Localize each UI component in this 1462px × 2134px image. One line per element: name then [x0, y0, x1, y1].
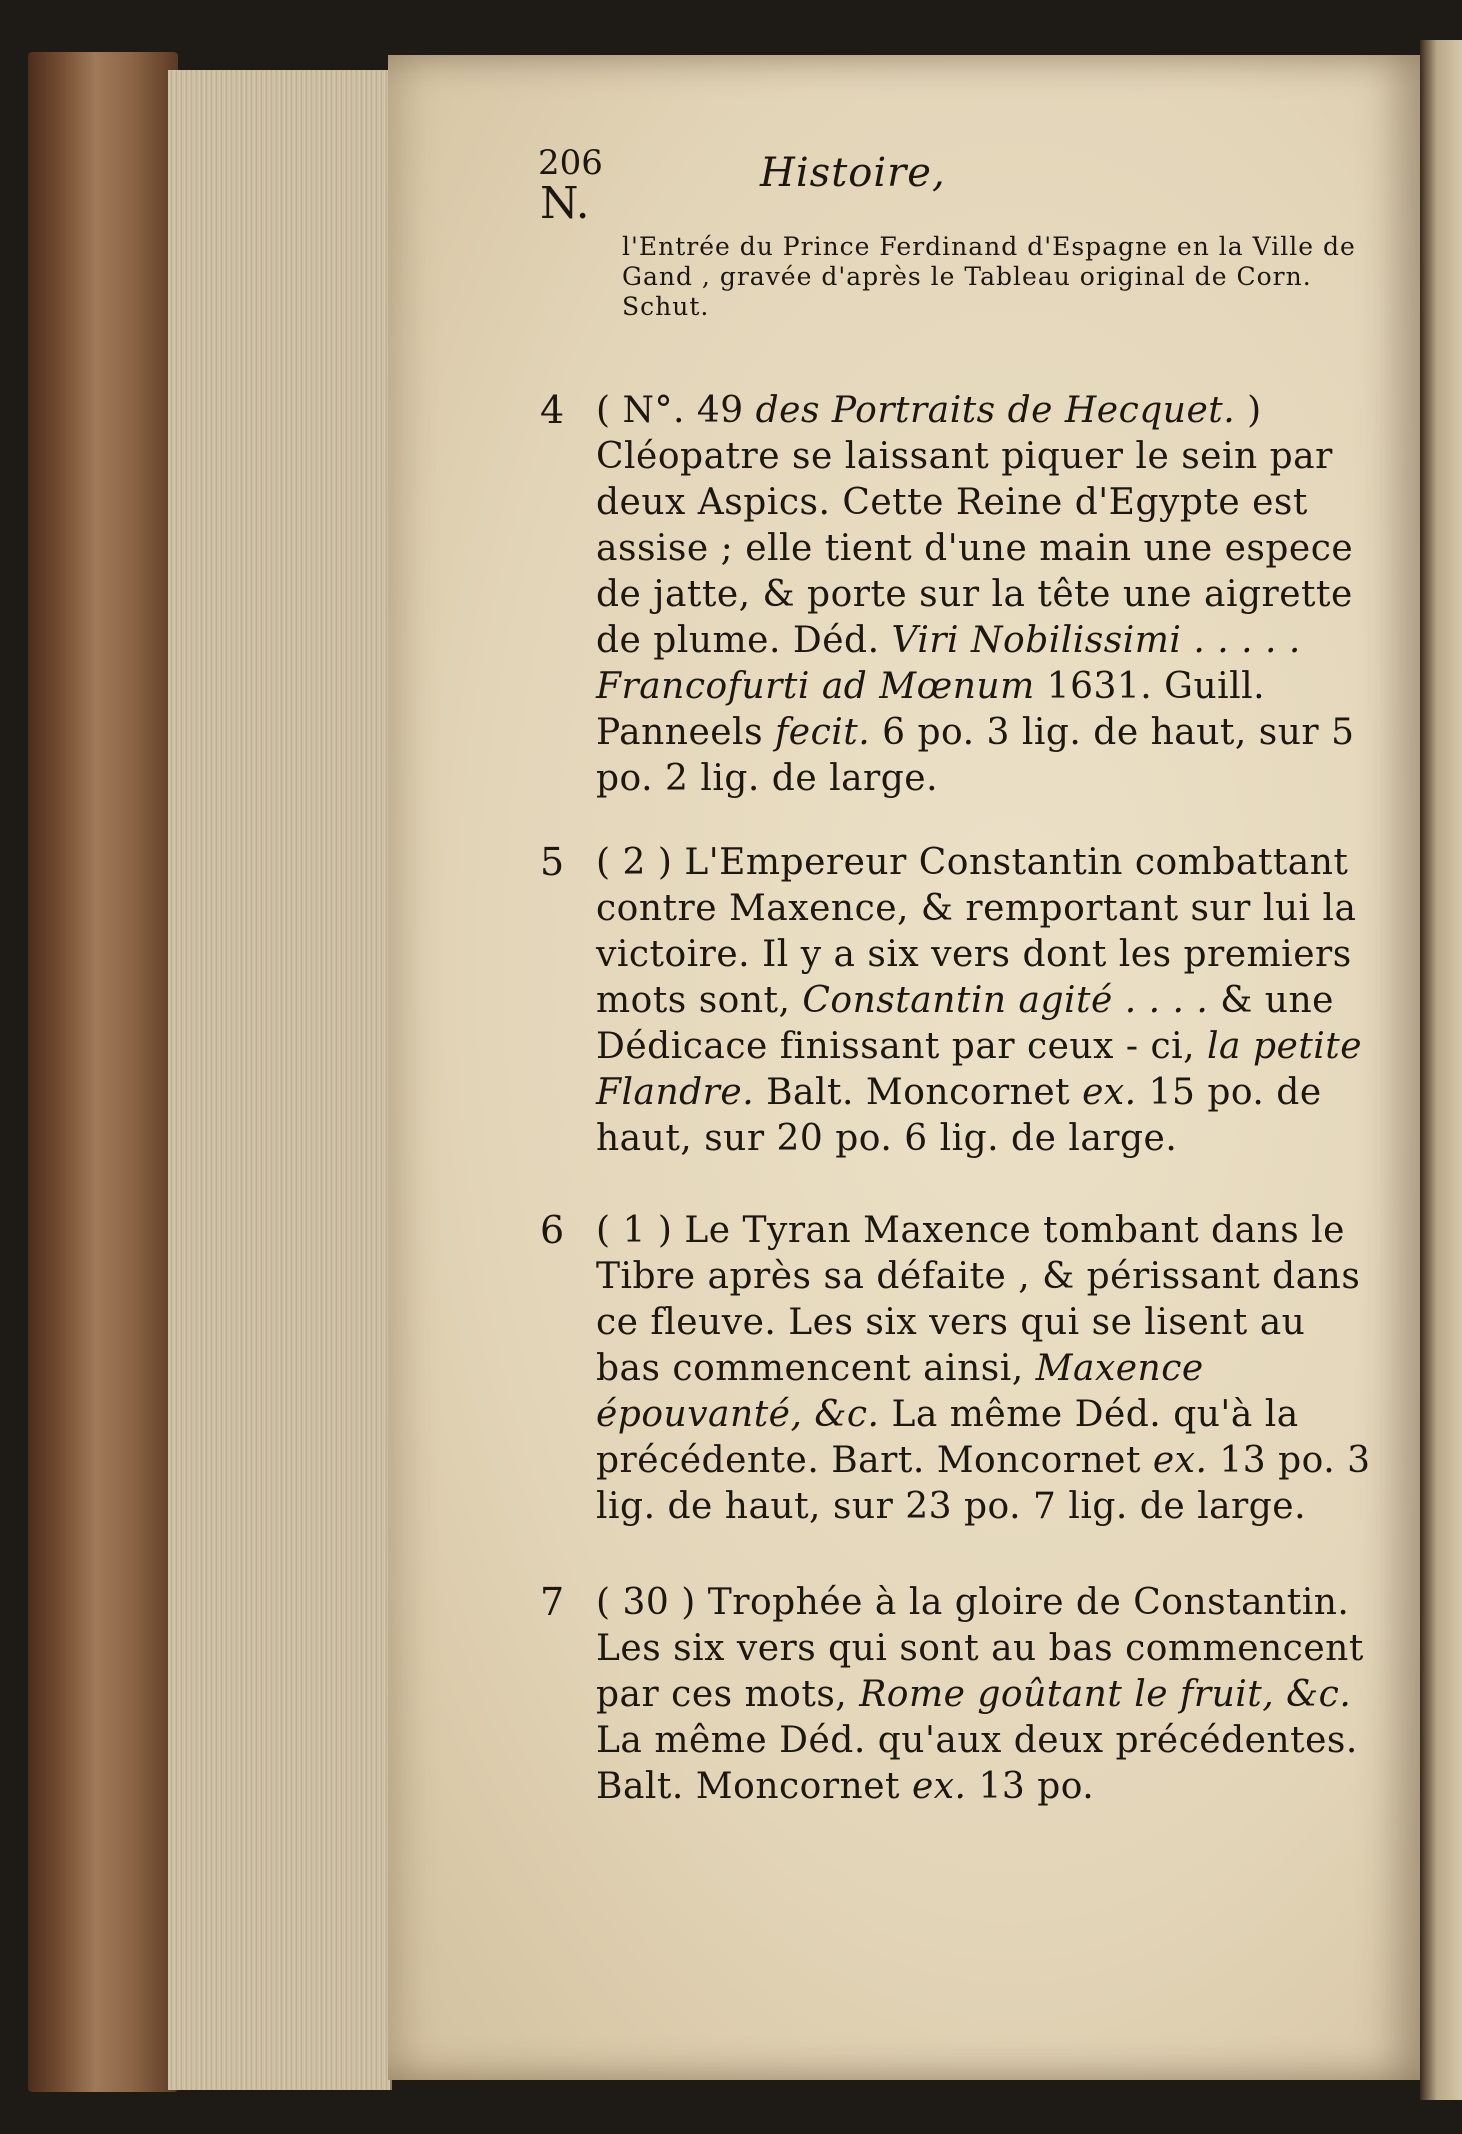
- entry-number: 6: [540, 1208, 565, 1252]
- catalog-entry: [540, 388, 1378, 802]
- entry-text: ( 1 ) Le Tyran Maxence tombant dans le Tibre après sa défaite , & périssant dans ce fleuve. Les six vers qui se lisent au bas commencent ainsi, Maxence épouvanté, &c. La même Déd. qu'à la précédente. Bart. Moncornet ex. 13 po. 3 lig. de haut, sur 23 po. 7 lig. de large.: [596, 1210, 1371, 1527]
- section-letter: N.: [540, 178, 590, 229]
- entry-text: ( 30 ) Trophée à la gloire de Constantin. Les six vers qui sont au bas commencent par ces mots, Rome goûtant le fruit, &c. La même Déd. qu'aux deux précédentes. Balt. Moncornet ex. 13 po.: [596, 1582, 1364, 1807]
- page-number: 206: [538, 143, 603, 183]
- page-fore-edge: [168, 70, 392, 2090]
- book-cover-edge: [28, 52, 178, 2092]
- facing-page-edge: [1420, 40, 1462, 2100]
- entry-number: 5: [540, 840, 565, 884]
- entry-text: ( 2 ) L'Empereur Constantin combattant contre Maxence, & remportant sur lui la victoire. Il y a six vers dont les premiers mots sont, Constantin agité . . . . & une Dédicace finissant par ceux - ci, la petite Flandre. Balt. Moncornet ex. 15 po. de haut, sur 20 po. 6 lig. de large.: [596, 842, 1363, 1159]
- running-head: Histoire,: [760, 150, 946, 196]
- catalog-entry: [540, 840, 1378, 1162]
- intro-paragraph: l'Entrée du Prince Ferdinand d'Espagne en la Ville de Gand , gravée d'après le Tableau original de Corn. Schut.: [622, 232, 1356, 321]
- catalog-entry: [540, 1208, 1378, 1530]
- entry-number: 7: [540, 1580, 565, 1624]
- entry-text: ( N°. 49 des Portraits de Hecquet. ) Cléopatre se laissant piquer le sein par deux Aspics. Cette Reine d'Egypte est assise ; elle tient d'une main une espece de jatte, & porte sur la tête une aigrette de plume. Déd. Viri Nobilissimi . . . . . Francofurti ad Mœnum 1631. Guill. Panneels fecit. 6 po. 3 lig. de haut, sur 5 po. 2 lig. de large.: [596, 390, 1355, 799]
- entry-number: 4: [540, 388, 565, 432]
- catalog-entry: [540, 1580, 1378, 1810]
